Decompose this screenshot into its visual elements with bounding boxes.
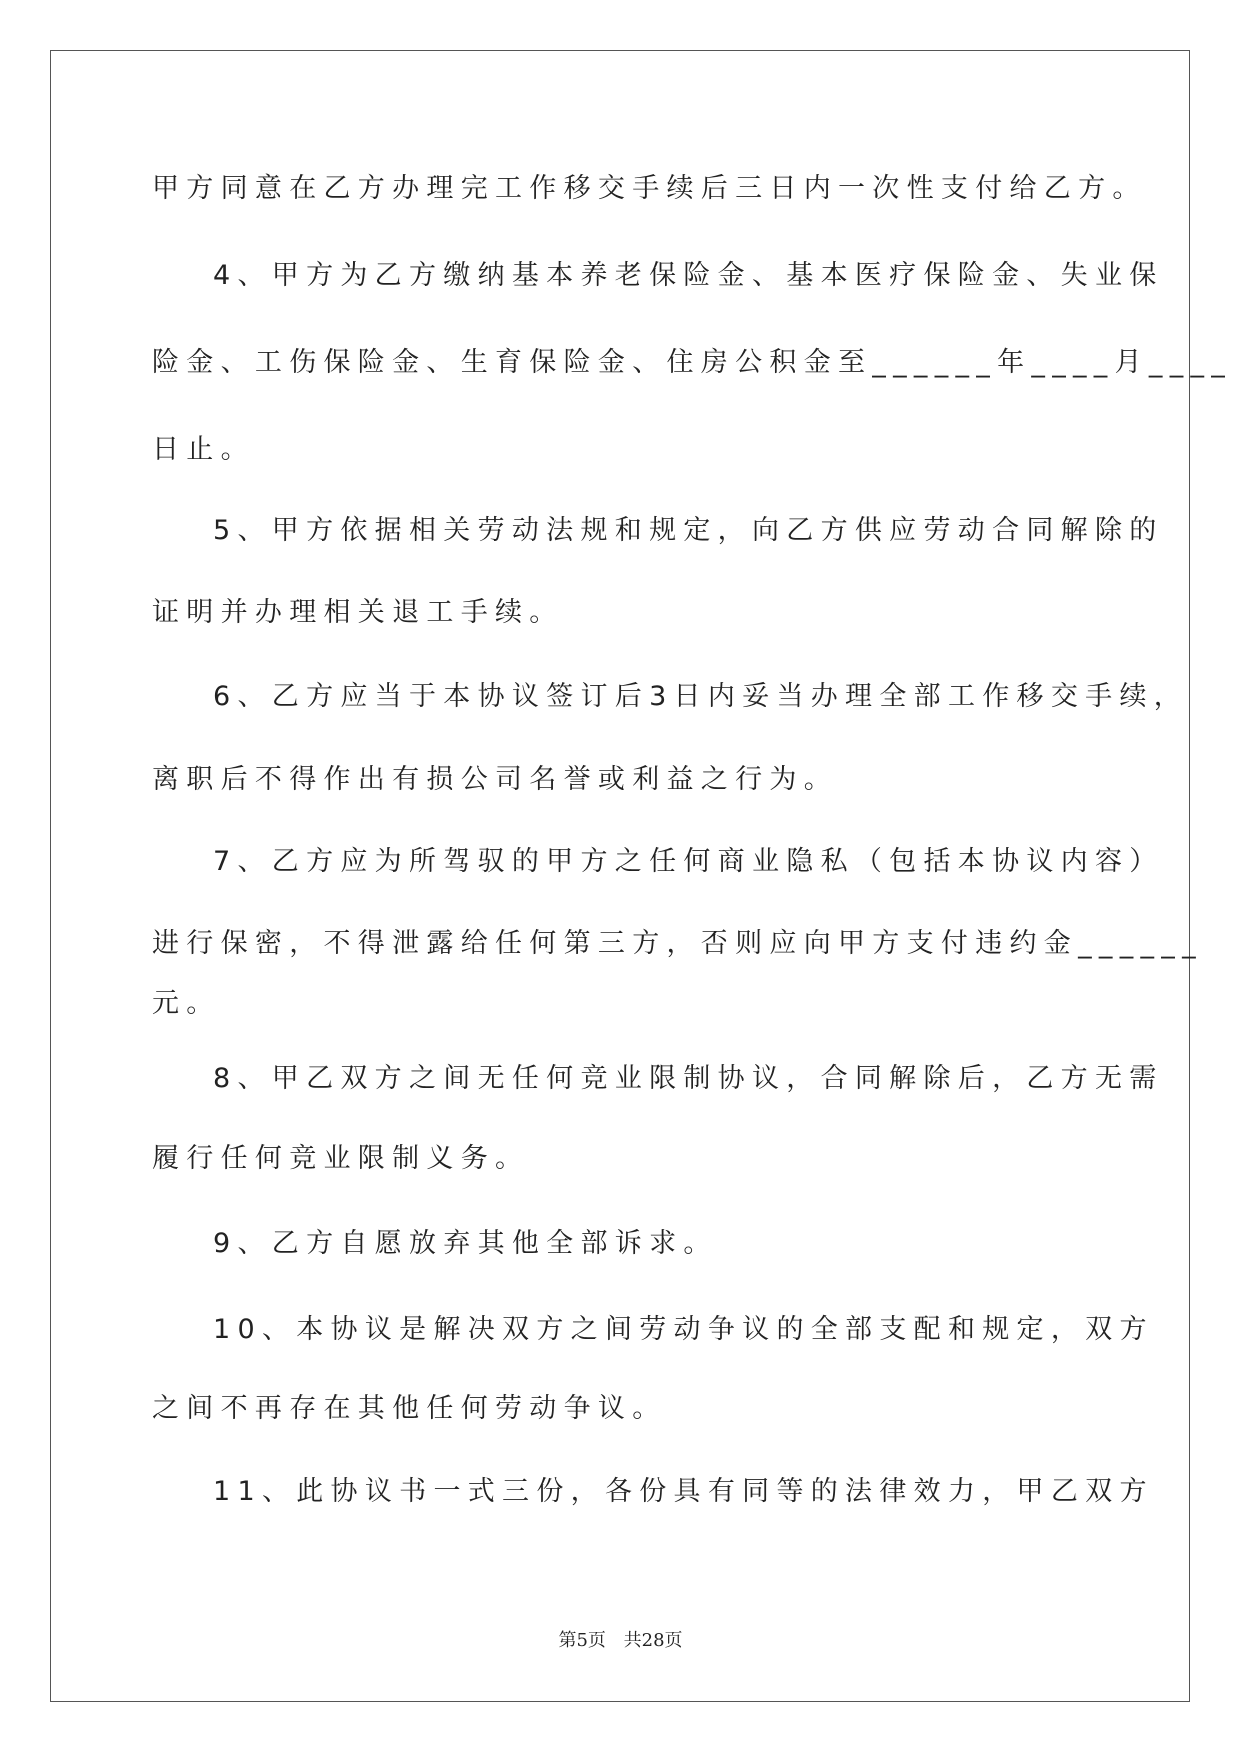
clause-7-line-2: 进行保密，不得泄露给任何第三方，否则应向甲方支付违约金______ [152, 928, 1203, 959]
clause-8-line-1: 8、甲乙双方之间无任何竞业限制协议，合同解除后，乙方无需 [213, 1063, 1164, 1094]
clause-6-line-1: 6、乙方应当于本协议签订后3日内妥当办理全部工作移交手续， [213, 681, 1189, 712]
page-footer [0, 1626, 1241, 1652]
clause-8-line-2: 履行任何竞业限制义务。 [152, 1143, 530, 1174]
body-line: 甲方同意在乙方办理完工作移交手续后三日内一次性支付给乙方。 [152, 173, 1147, 204]
clause-9-line-1: 9、乙方自愿放弃其他全部诉求。 [213, 1228, 718, 1259]
clause-5-line-1: 5、甲方依据相关劳动法规和规定，向乙方供应劳动合同解除的 [213, 515, 1164, 546]
clause-10-line-2: 之间不再存在其他任何劳动争议。 [152, 1393, 667, 1424]
clause-4-line-2: 险金、工伤保险金、生育保险金、住房公积金至______年____月____ [152, 347, 1233, 378]
clause-11-line-1: 11、此协议书一式三份，各份具有同等的法律效力，甲乙双方 [213, 1476, 1154, 1507]
clause-4-line-3: 日止。 [152, 434, 255, 465]
page-number-current: 第5页 [558, 1630, 606, 1651]
clause-7-line-1: 7、乙方应为所驾驭的甲方之任何商业隐私（包括本协议内容） [213, 846, 1164, 877]
clause-10-line-1: 10、本协议是解决双方之间劳动争议的全部支配和规定，双方 [213, 1314, 1154, 1345]
page-number-total: 共28页 [623, 1630, 683, 1651]
clause-4-line-1: 4、甲方为乙方缴纳基本养老保险金、基本医疗保险金、失业保 [213, 260, 1164, 291]
clause-5-line-2: 证明并办理相关退工手续。 [152, 597, 564, 628]
clause-6-line-2: 离职后不得作出有损公司名誉或利益之行为。 [152, 764, 838, 795]
clause-7-line-3: 元。 [152, 988, 221, 1019]
